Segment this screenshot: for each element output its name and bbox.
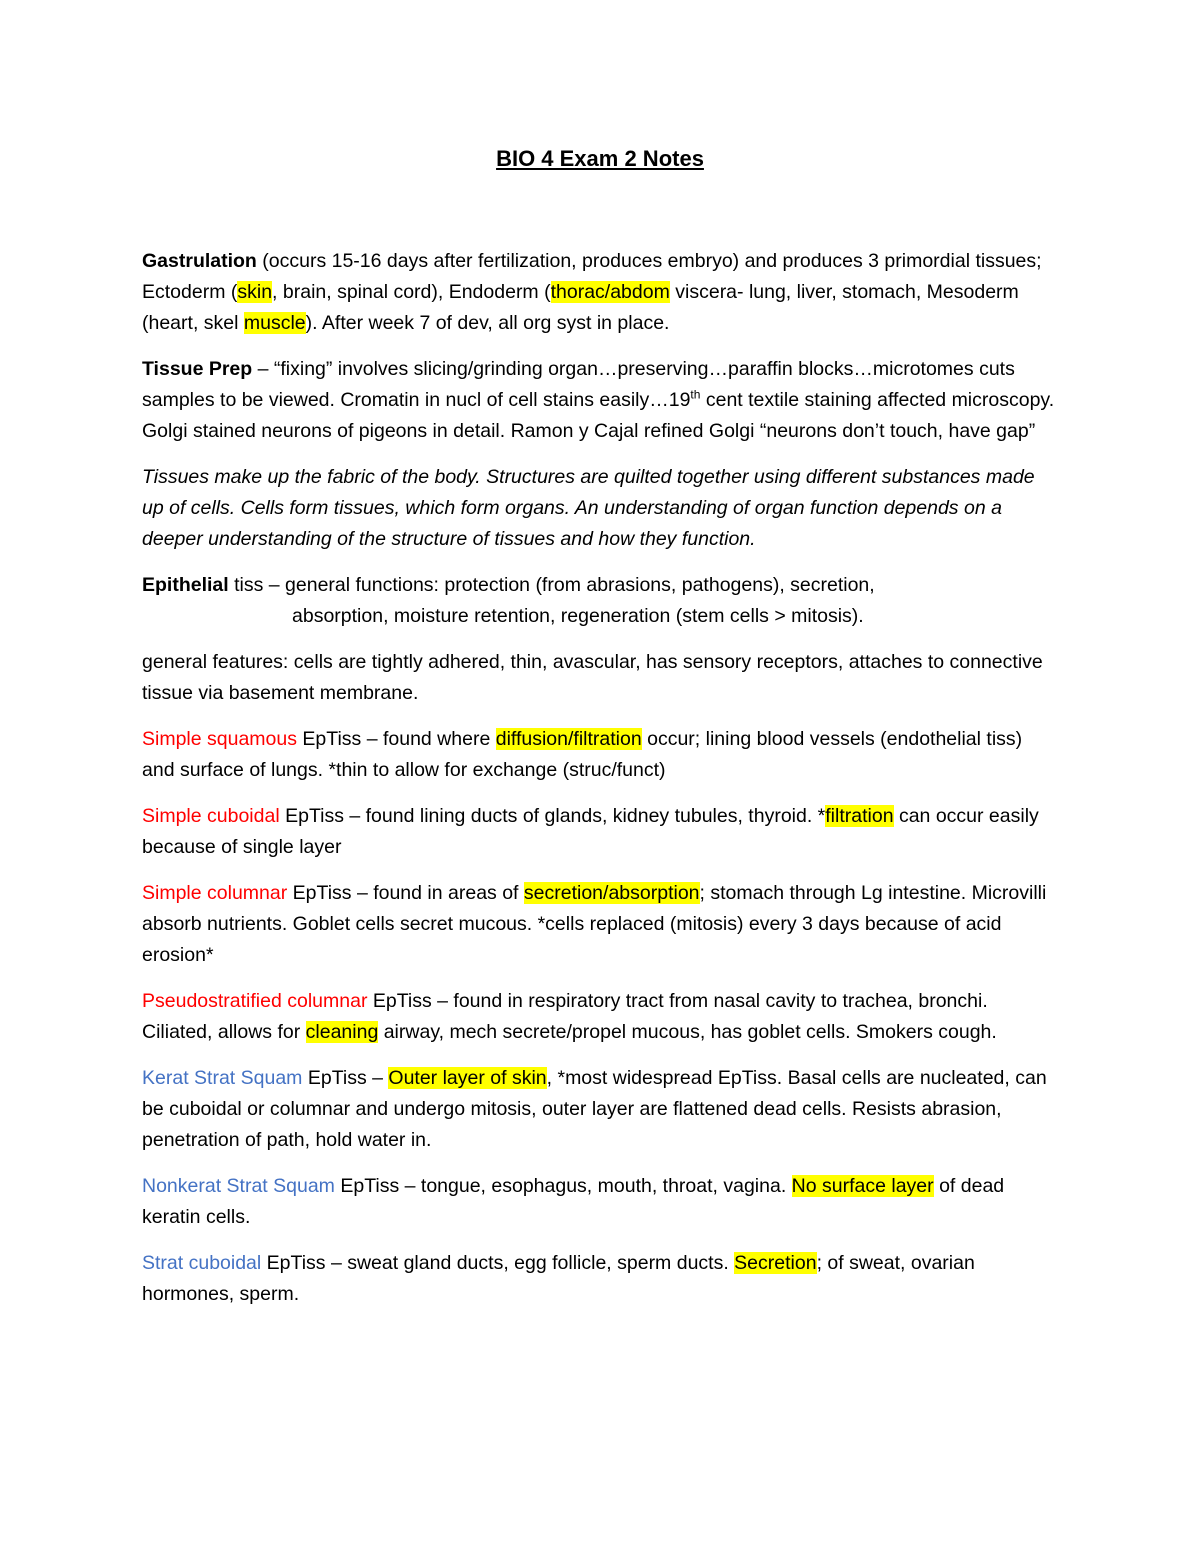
paragraph-tissues-intro: Tissues make up the fabric of the body. Structures are quilted together using different substances made up of cells. Cells form tissues, which form organs. An understanding of organ function depends on a deeper understanding of the structure of tissues and how they function. xyxy=(142,466,1035,550)
text: occur; lining blood vessels (endothelial tiss) and surface of lungs. *thin to allow for exchange (struc/funct) xyxy=(142,728,1023,781)
paragraph-simple-cuboidal xyxy=(142,801,1060,863)
term-gastrulation: Gastrulation xyxy=(142,250,257,272)
highlight: skin xyxy=(237,281,273,303)
text: ; stomach through Lg intestine. Microvilli absorb nutrients. Goblet cells secret mucous. *cells replaced (mitosis) every 3 days because of acid erosion* xyxy=(142,882,1047,966)
paragraph-nonkerat-strat-squam xyxy=(142,1171,1060,1233)
paragraph-general-features: general features: cells are tightly adhered, thin, avascular, has sensory receptors, attaches to connective tissue via basement membrane. xyxy=(142,651,1043,704)
text: – “fixing” involves slicing/grinding organ…preserving…paraffin blocks…microtomes cuts samples to be viewed. Cromatin in nucl of cell stains easily…19 xyxy=(142,358,1015,411)
highlight: secretion/absorption xyxy=(523,882,700,904)
paragraph-simple-squamous xyxy=(142,724,1060,786)
term-simple-cuboidal: Simple cuboidal xyxy=(142,805,280,827)
text: EpTiss – found in areas of xyxy=(287,882,524,904)
text: EpTiss – tongue, esophagus, mouth, throat, vagina. xyxy=(334,1175,792,1197)
term-pseudostratified-columnar: Pseudostratified columnar xyxy=(142,990,368,1012)
text: EpTiss – sweat gland ducts, egg follicle, sperm ducts. xyxy=(261,1252,735,1274)
text: , brain, spinal cord), Endoderm ( xyxy=(272,281,551,303)
text: can occur easily because of single layer xyxy=(142,805,1039,858)
indented-line: absorption, moisture retention, regeneration (stem cells > mitosis). xyxy=(292,605,864,627)
text: (occurs 15-16 days after fertilization, produces embryo) and produces 3 primordial tissues; Ectoderm ( xyxy=(142,250,1042,303)
highlight: diffusion/filtration xyxy=(495,728,642,750)
text: viscera- lung, liver, stomach, Mesoderm (heart, skel xyxy=(142,281,1019,334)
text: cent textile staining affected microscopy. Golgi stained neurons of pigeons in detail. Ramon y Cajal refined Golgi “neurons don’t touch, have gap” xyxy=(142,389,1055,442)
paragraph-tissue-prep xyxy=(142,354,1060,447)
text: EpTiss – found in respiratory tract from nasal cavity to trachea, bronchi. Ciliated, allows for xyxy=(142,990,988,1043)
highlight: thorac/abdom xyxy=(550,281,670,303)
notes-body xyxy=(142,246,1060,1325)
text: ). After week 7 of dev, all org syst in place. xyxy=(305,312,670,334)
highlight: No surface layer xyxy=(791,1175,934,1197)
text: EpTiss – found lining ducts of glands, kidney tubules, thyroid. * xyxy=(279,805,826,827)
term-simple-squamous: Simple squamous xyxy=(142,728,297,750)
paragraph-strat-cuboidal xyxy=(142,1248,1060,1310)
text: tiss – general functions: protection (from abrasions, pathogens), secretion, xyxy=(228,574,875,596)
highlight: muscle xyxy=(243,312,306,334)
text: EpTiss – xyxy=(302,1067,389,1089)
paragraph-kerat-strat-squam xyxy=(142,1063,1060,1156)
paragraph-pseudostratified xyxy=(142,986,1060,1048)
highlight: Outer layer of skin xyxy=(388,1067,547,1089)
term-strat-cuboidal: Strat cuboidal xyxy=(142,1252,262,1274)
term-nonkerat-strat-squam: Nonkerat Strat Squam xyxy=(142,1175,335,1197)
text: , *most widespread EpTiss. Basal cells are nucleated, can be cuboidal or columnar and undergo mitosis, outer layer are flattened dead cells. Resists abrasion, penetration of path, hold water in. xyxy=(142,1067,1047,1151)
superscript: th xyxy=(690,387,701,402)
highlight: filtration xyxy=(825,805,894,827)
text: of dead keratin cells. xyxy=(142,1175,1005,1228)
highlight: cleaning xyxy=(305,1021,379,1043)
paragraph-epithelial xyxy=(142,570,1060,632)
text: airway, mech secrete/propel mucous, has goblet cells. Smokers cough. xyxy=(378,1021,997,1043)
term-epithelial: Epithelial xyxy=(142,574,229,596)
paragraph-gastrulation xyxy=(142,246,1060,339)
text: EpTiss – found where xyxy=(297,728,496,750)
term-simple-columnar: Simple columnar xyxy=(142,882,288,904)
term-tissue-prep: Tissue Prep xyxy=(142,358,253,380)
text: ; of sweat, ovarian hormones, sperm. xyxy=(142,1252,975,1305)
paragraph-simple-columnar xyxy=(142,878,1060,971)
page-title: BIO 4 Exam 2 Notes xyxy=(496,146,704,171)
term-kerat-strat-squam: Kerat Strat Squam xyxy=(142,1067,303,1089)
highlight: Secretion xyxy=(734,1252,817,1274)
